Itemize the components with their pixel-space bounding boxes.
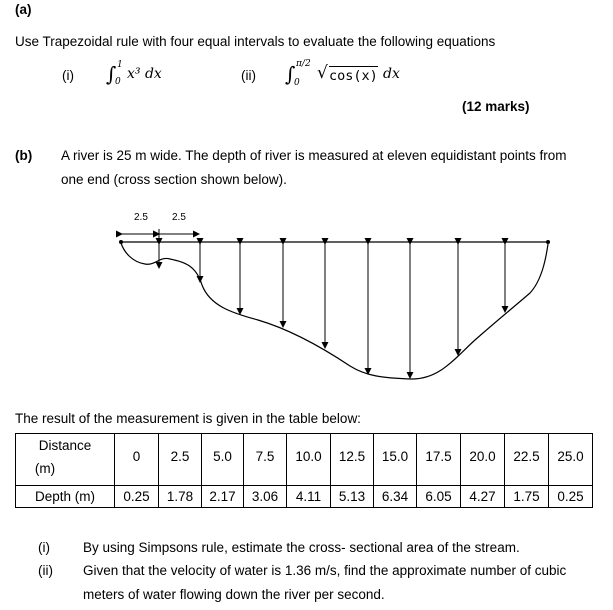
item-ii-number: (ii) xyxy=(241,68,256,83)
table-cell: 1.75 xyxy=(505,486,549,508)
table-cell: 6.05 xyxy=(417,486,461,508)
table-cell: 5.13 xyxy=(331,486,374,508)
radicand: cos(x) xyxy=(329,68,378,84)
distance-row xyxy=(16,434,593,486)
table-cell: 4.11 xyxy=(287,486,331,508)
question-i-text: By using Simpsons rule, estimate the cross- sectional area of the stream. xyxy=(83,540,520,555)
item-i-number: (i) xyxy=(62,68,74,83)
part-b-label: (b) xyxy=(15,148,33,163)
dimension-label: 2.5 xyxy=(172,212,186,223)
part-b-line1: A river is 25 m wide. The depth of river is measured at eleven equidistant points from xyxy=(61,148,567,163)
integral-upper-limit: 1 xyxy=(117,60,123,70)
table-cell: 0 xyxy=(115,434,159,486)
table-cell: 25.0 xyxy=(549,434,593,486)
integral-lower-limit: 0 xyxy=(115,77,121,87)
dimension-label: 2.5 xyxy=(134,212,148,223)
riverbed-curve xyxy=(121,243,548,379)
distance-header-label: Distance xyxy=(38,438,92,453)
part-b-line2: one end (cross section shown below). xyxy=(61,172,287,187)
distance-header-unit: (m) xyxy=(34,461,56,476)
integral-sign: ∫ xyxy=(106,62,117,86)
table-cell: 2.5 xyxy=(159,434,202,486)
integrand-tail: dx xyxy=(383,66,400,82)
depth-row xyxy=(16,486,593,508)
table-cell: 3.06 xyxy=(244,486,287,508)
question-ii-text: Given that the velocity of water is 1.36 m/s, find the approximate number of cubic xyxy=(83,563,567,578)
table-cell: 0.25 xyxy=(549,486,593,508)
question-ii-continuation: meters of water flowing down the river per second. xyxy=(83,587,385,602)
surface-endpoint xyxy=(546,240,550,244)
marks: (12 marks) xyxy=(462,99,530,114)
distance-header xyxy=(16,434,115,486)
table-cell: 22.5 xyxy=(505,434,549,486)
depth-header: Depth (m) xyxy=(16,486,115,508)
table-intro: The result of the measurement is given in the table below: xyxy=(15,411,361,426)
table-cell: 0.25 xyxy=(115,486,159,508)
table-cell: 20.0 xyxy=(461,434,505,486)
table-cell: 1.78 xyxy=(159,486,202,508)
table-cell: 6.34 xyxy=(374,486,417,508)
depth-arrows xyxy=(159,244,505,378)
radical-sign: √ xyxy=(317,63,328,83)
table-cell: 5.0 xyxy=(202,434,244,486)
table-cell: 15.0 xyxy=(374,434,417,486)
question-ii-number: (ii) xyxy=(38,563,53,578)
measurement-table xyxy=(15,433,593,508)
table-cell: 2.17 xyxy=(202,486,244,508)
table-cell: 7.5 xyxy=(244,434,287,486)
table-cell: 17.5 xyxy=(417,434,461,486)
part-a-instruction: Use Trapezoidal rule with four equal intervals to evaluate the following equations xyxy=(15,34,496,49)
question-i-number: (i) xyxy=(38,540,50,555)
table-cell: 4.27 xyxy=(461,486,505,508)
integral-sign: ∫ xyxy=(285,62,296,86)
part-a-label: (a) xyxy=(15,2,32,17)
integral-lower-limit: 0 xyxy=(294,78,300,88)
integrand: x³ dx xyxy=(127,66,162,82)
integral-upper-limit: π/2 xyxy=(296,59,311,69)
table-cell: 12.5 xyxy=(331,434,374,486)
table-cell: 10.0 xyxy=(287,434,331,486)
